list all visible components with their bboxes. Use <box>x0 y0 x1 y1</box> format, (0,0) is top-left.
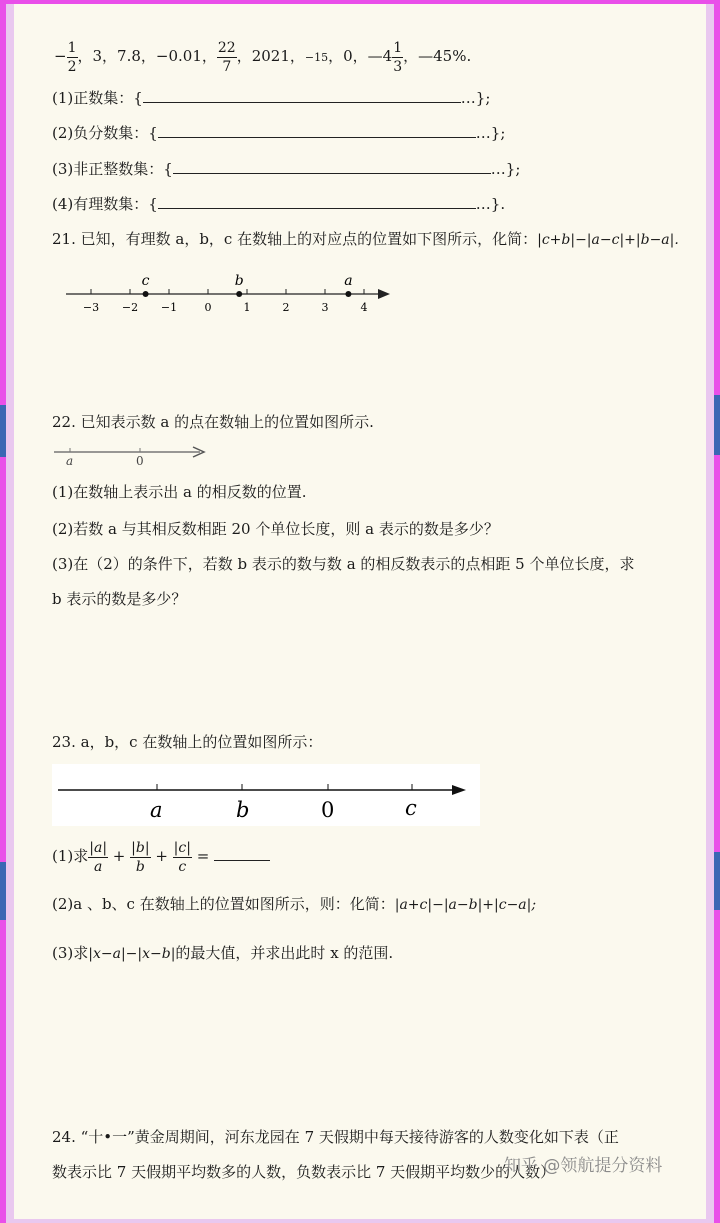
number-text: ，0，—4 <box>328 47 393 65</box>
fraction: $\frac{|a|}{a}$ <box>89 839 108 875</box>
number-line-22 <box>52 440 212 468</box>
number-text: ，3，7.8，−0.01， <box>77 47 217 65</box>
axis-label: c <box>405 796 417 820</box>
question-21 <box>52 229 679 250</box>
tick-label: −1 <box>160 301 178 314</box>
question-24-line-1: 24. “十•一”黄金周期间，河东龙园在 7 天假期中每天接待游客的人数变化如下表（正 <box>52 1128 619 1146</box>
set-row: (3)非正整数集：{ …}; <box>52 160 521 178</box>
q22-part-3: (3)在（2）的条件下，若数 b 表示的数与数 a 的相反数表示的点相距 5 个单位长度，求 <box>52 555 635 573</box>
tick-label: 3 <box>321 301 329 314</box>
tick-label: 0 <box>204 301 212 314</box>
watermark: 知乎 @领航提分资料 <box>504 1156 663 1176</box>
number-text: ，—45%. <box>403 47 472 65</box>
tick-label: 4 <box>360 301 368 314</box>
question-text: 22. 已知表示数 a 的点在数轴上的位置如图所示. <box>52 413 374 431</box>
set-row: (4)有理数集：{ …}. <box>52 195 506 213</box>
number-line-21 <box>60 274 400 316</box>
math-expression: |a+c|−|a−b|+|c−a|; <box>394 897 537 913</box>
q23-part-2: (2)a 、b、c 在数轴上的位置如图所示，则：化简：|a+c|−|a−b|+|c−a|; <box>52 895 537 913</box>
q23-part-3: (3)求|x−a|−|x−b|的最大值，并求出此时 x 的范围. <box>52 944 394 962</box>
left-border <box>0 0 6 1223</box>
tick-label: 2 <box>282 301 290 314</box>
math-expression: |c+b|−|a−c|+|b−a|. <box>537 232 679 248</box>
point-b <box>236 291 242 297</box>
point-label: b <box>234 274 244 289</box>
axis-label: a <box>150 798 163 822</box>
right-accent <box>714 852 720 910</box>
axis-label: 0 <box>136 454 144 468</box>
tick-label: 1 <box>243 301 251 314</box>
fraction: $\frac{22}{7}$ <box>217 39 236 75</box>
worksheet-page <box>14 4 706 1219</box>
fraction: $\frac{1}{2}$ <box>67 39 77 75</box>
point-label: c <box>141 274 150 289</box>
set-row: (1)正数集：{ …}; <box>52 89 491 107</box>
question-text: 23. a，b，c 在数轴上的位置如图所示： <box>52 733 323 751</box>
axis-label: 0 <box>321 798 335 822</box>
number-list <box>54 36 471 78</box>
question-23 <box>52 732 322 752</box>
left-accent <box>0 405 6 457</box>
q22-part-3-cont: b 表示的数是多少？ <box>52 590 187 608</box>
point-c <box>143 291 149 297</box>
number-text: ，2021， <box>236 47 305 65</box>
q22-part-1: (1)在数轴上表示出 a 的相反数的位置. <box>52 483 307 501</box>
number-text: −15 <box>304 51 329 64</box>
fraction: $\frac{|b|}{b}$ <box>131 839 150 875</box>
set-row: (2)负分数集：{ …}; <box>52 124 506 142</box>
question-24-line-2: 数表示比 7 天假期平均数多的人数，负数表示比 7 天假期平均数少的人数） <box>52 1163 556 1181</box>
fraction: $\frac{1}{3}$ <box>393 39 403 75</box>
math-expression: |x−a|−|x−b| <box>88 946 176 962</box>
fraction: $\frac{|c|}{c}$ <box>173 839 191 875</box>
number-line-23 <box>52 764 480 826</box>
q23-part-1: (1)求 $\frac{|a|}{a}$ + $\frac{|b|}{b}$ + $\frac{|c|}{c}$ = <box>52 834 270 878</box>
point-a <box>345 291 351 297</box>
right-border <box>714 0 720 1223</box>
answer-blank <box>214 846 270 861</box>
minus-sign: − <box>54 47 67 65</box>
left-accent <box>0 862 6 920</box>
question-text: 21. 已知，有理数 a，b，c 在数轴上的对应点的位置如下图所示，化简： <box>52 230 538 248</box>
right-accent <box>714 395 720 455</box>
tick-label: −3 <box>82 301 100 314</box>
tick-label: −2 <box>121 301 139 314</box>
axis-label: b <box>236 798 250 822</box>
point-label: a <box>344 274 353 289</box>
question-22 <box>52 412 374 432</box>
q22-part-2: (2)若数 a 与其相反数相距 20 个单位长度，则 a 表示的数是多少？ <box>52 520 499 538</box>
axis-label: a <box>66 454 74 468</box>
